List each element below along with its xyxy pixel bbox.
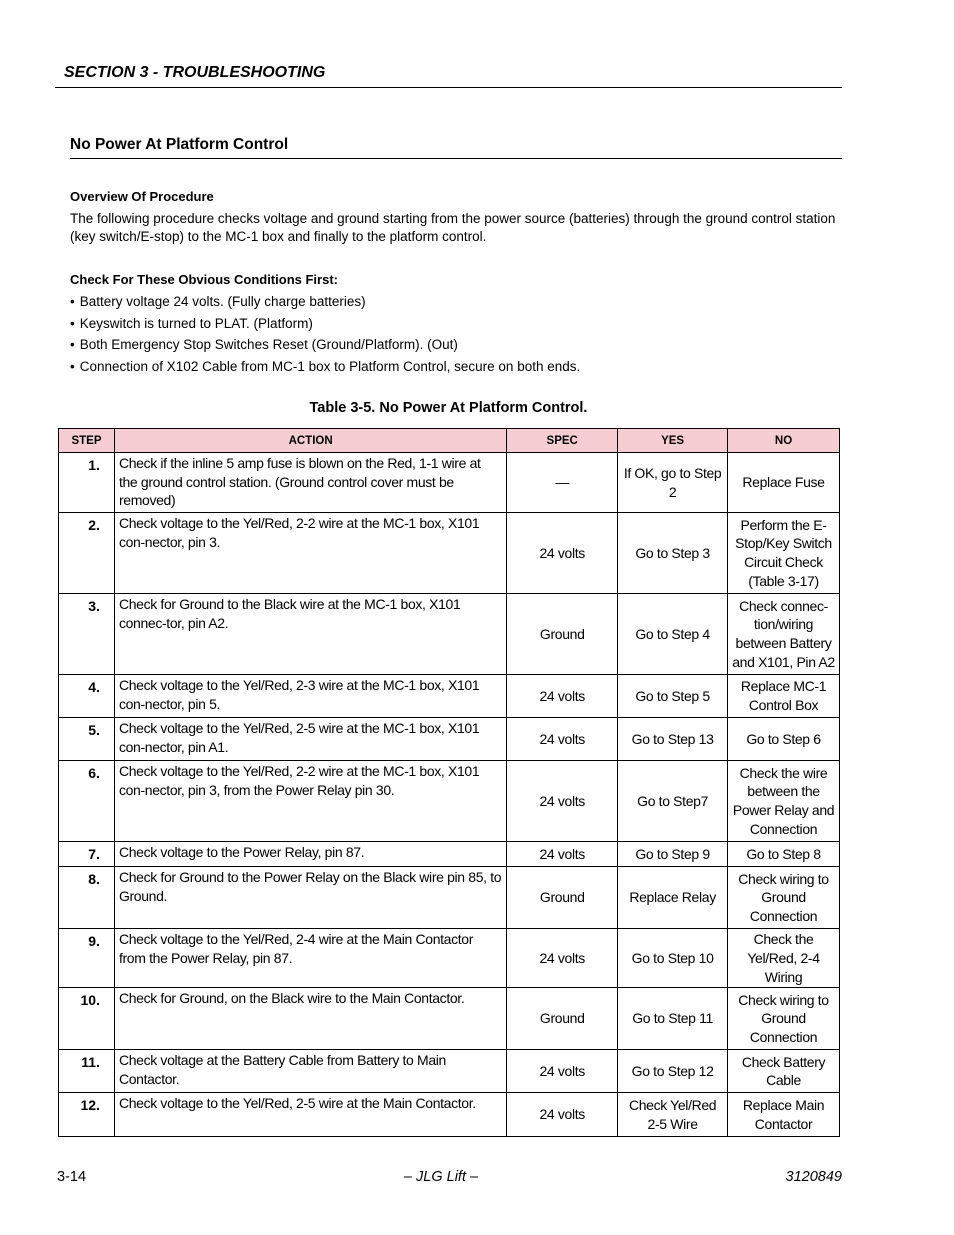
overview-heading: Overview Of Procedure [70,189,214,204]
list-item: • Connection of X102 Cable from MC-1 box to Platform Control, secure on both ends. [70,358,580,380]
yes-cell: Go to Step 12 [618,1050,728,1093]
table-row [59,513,840,594]
header-step: STEP [59,429,115,453]
no-cell: Go to Step 8 [728,842,840,867]
conditions-list [70,293,580,380]
action-cell: Check for Ground to the Power Relay on the Black wire pin 85, to Ground. [114,867,506,929]
list-item: • Keyswitch is turned to PLAT. (Platform) [70,315,580,337]
no-cell: Replace Main Contactor [728,1093,840,1137]
action-cell: Check voltage to the Yel/Red, 2-5 wire at the MC-1 box, X101 con-nector, pin A1. [114,718,506,761]
spec-cell: — [507,453,618,513]
action-cell: Check if the inline 5 amp fuse is blown on the Red, 1-1 wire at the ground control station. (Ground control cover must be removed) [114,453,506,513]
action-cell: Check voltage to the Yel/Red, 2-2 wire at the MC-1 box, X101 con-nector, pin 3. [114,513,506,594]
table-row [59,1050,840,1093]
step-cell: 3. [59,594,115,675]
page-number: 3-14 [57,1169,87,1185]
table-row [59,842,840,867]
action-cell: Check voltage to the Yel/Red, 2-5 wire at the Main Contactor. [114,1093,506,1137]
conditions-heading: Check For These Obvious Conditions First: [70,272,338,287]
spec-cell: Ground [507,594,618,675]
table-header-row [59,429,840,453]
list-item: • Battery voltage 24 volts. (Fully charge batteries) [70,293,580,315]
spec-cell: 24 volts [507,1050,618,1093]
doc-number: 3120849 [785,1169,842,1185]
header-yes: YES [618,429,728,453]
no-cell: Go to Step 6 [728,718,840,761]
no-cell: Perform the E-Stop/Key Switch Circuit Check (Table 3-17) [728,513,840,594]
table-row [59,675,840,718]
action-cell: Check voltage to the Yel/Red, 2-3 wire at the MC-1 box, X101 con-nector, pin 5. [114,675,506,718]
footer-brand: – JLG Lift – [403,1169,479,1185]
yes-cell: Go to Step 13 [618,718,728,761]
spec-cell: Ground [507,988,618,1050]
no-cell: Replace Fuse [728,453,840,513]
yes-cell: Go to Step 3 [618,513,728,594]
yes-cell: Go to Step 9 [618,842,728,867]
spec-cell: 24 volts [507,513,618,594]
step-cell: 1. [59,453,115,513]
action-cell: Check voltage to the Yel/Red, 2-2 wire at the MC-1 box, X101 con-nector, pin 3, from the Power Relay pin 30. [114,761,506,842]
no-cell: Check wiring to Ground Connection [728,867,840,929]
yes-cell: Go to Step7 [618,761,728,842]
table-row [59,761,840,842]
action-cell: Check for Ground to the Black wire at the MC-1 box, X101 connec-tor, pin A2. [114,594,506,675]
table-row [59,867,840,929]
step-cell: 12. [59,1093,115,1137]
list-item: • Both Emergency Stop Switches Reset (Ground/Platform). (Out) [70,336,580,358]
section-header: SECTION 3 - TROUBLESHOOTING [55,64,842,88]
table-row [59,453,840,513]
table-row [59,988,840,1050]
yes-cell: Replace Relay [618,867,728,929]
no-cell: Check wiring to Ground Connection [728,988,840,1050]
action-cell: Check for Ground, on the Black wire to the Main Contactor. [114,988,506,1050]
step-cell: 8. [59,867,115,929]
spec-cell: Ground [507,867,618,929]
table-row [59,718,840,761]
action-cell: Check voltage to the Power Relay, pin 87. [114,842,506,867]
yes-cell: Go to Step 10 [618,929,728,988]
spec-cell: 24 volts [507,929,618,988]
header-spec: SPEC [507,429,618,453]
yes-cell: Check Yel/Red 2-5 Wire [618,1093,728,1137]
yes-cell: Go to Step 5 [618,675,728,718]
procedure-table [58,428,840,1137]
step-cell: 9. [59,929,115,988]
no-cell: Check connec-tion/wiring between Battery and X101, Pin A2 [728,594,840,675]
spec-cell: 24 volts [507,675,618,718]
table-row [59,929,840,988]
overview-text: The following procedure checks voltage and ground starting from the power source (batteries) through the ground control station (key switch/E-stop) to the MC-1 box and finally to the platform control. [70,211,836,244]
step-cell: 5. [59,718,115,761]
spec-cell: 24 volts [507,842,618,867]
yes-cell: If OK, go to Step 2 [618,453,728,513]
header-action: ACTION [114,429,506,453]
action-cell: Check voltage to the Yel/Red, 2-4 wire at the Main Contactor from the Power Relay, pin 87. [114,929,506,988]
yes-cell: Go to Step 11 [618,988,728,1050]
no-cell: Check the wire between the Power Relay and Connection [728,761,840,842]
spec-cell: 24 volts [507,1093,618,1137]
table-row [59,1093,840,1137]
step-cell: 11. [59,1050,115,1093]
spec-cell: 24 volts [507,761,618,842]
step-cell: 2. [59,513,115,594]
step-cell: 4. [59,675,115,718]
step-cell: 10. [59,988,115,1050]
step-cell: 6. [59,761,115,842]
page-title: No Power At Platform Control [70,136,842,159]
yes-cell: Go to Step 4 [618,594,728,675]
step-cell: 7. [59,842,115,867]
action-cell: Check voltage at the Battery Cable from Battery to Main Contactor. [114,1050,506,1093]
table-caption: Table 3-5. No Power At Platform Control. [309,400,588,416]
table-row [59,594,840,675]
no-cell: Check the Yel/Red, 2-4 Wiring [728,929,840,988]
spec-cell: 24 volts [507,718,618,761]
header-no: NO [728,429,840,453]
no-cell: Replace MC-1 Control Box [728,675,840,718]
no-cell: Check Battery Cable [728,1050,840,1093]
